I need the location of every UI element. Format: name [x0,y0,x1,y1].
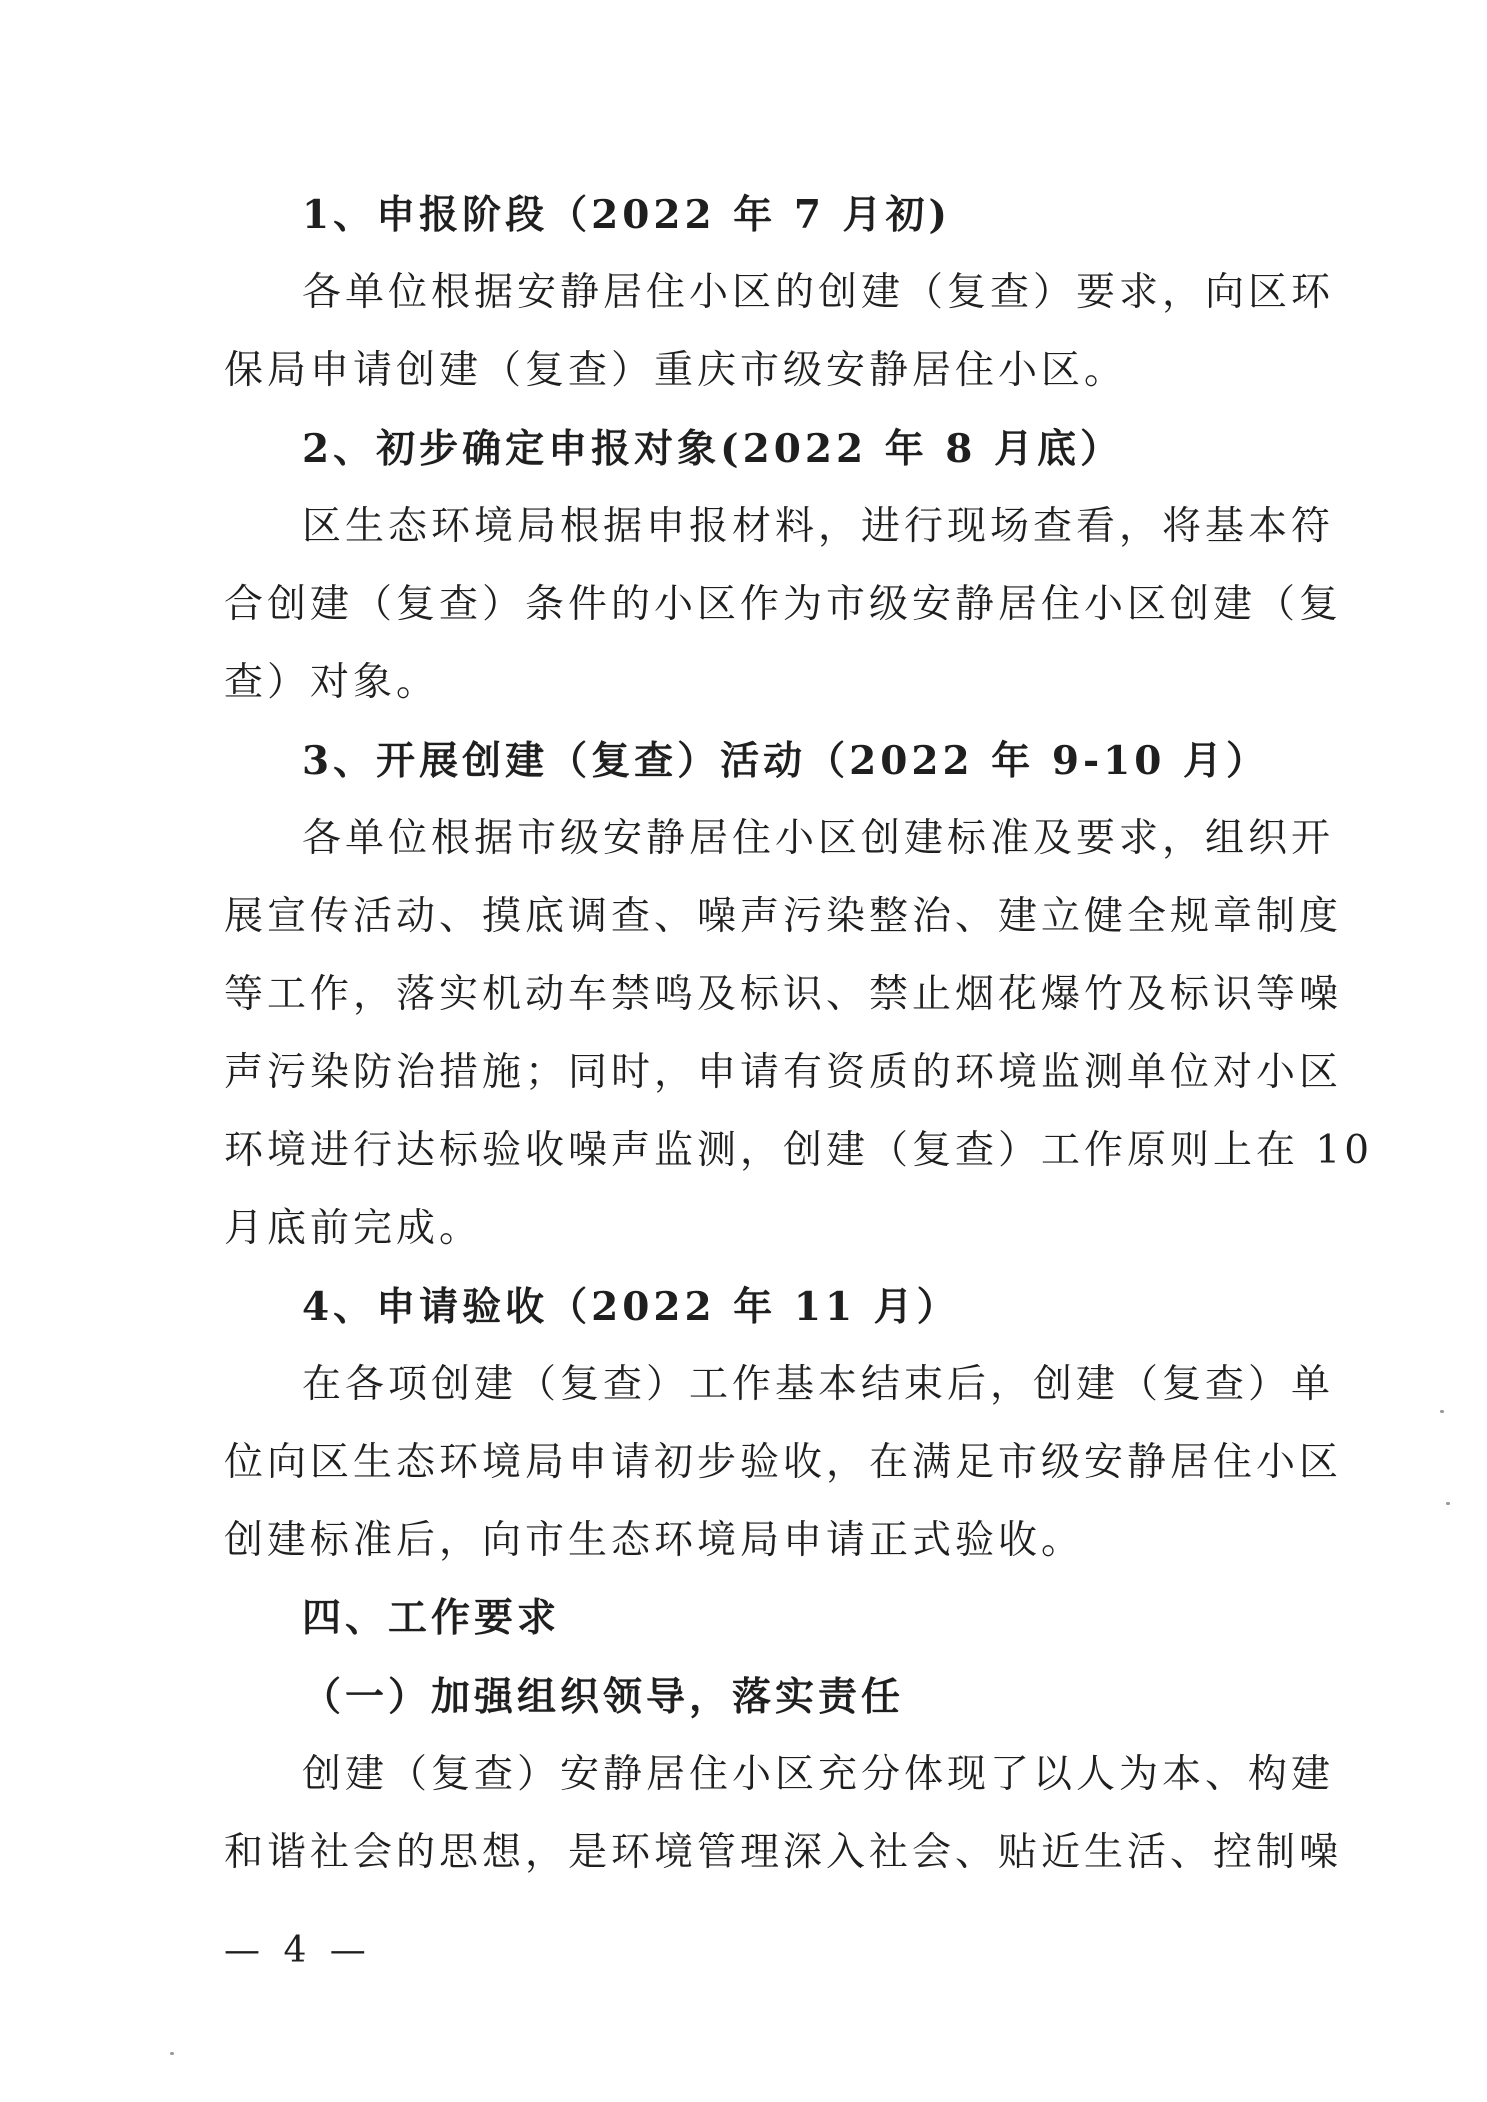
paragraph-line: 月底前完成。 [224,1206,483,1251]
paragraph-line: 环境进行达标验收噪声监测，创建（复查）工作原则上在 10 [224,1128,1374,1173]
section-heading-activities: 3、开展创建（复查）活动（2022 年 9-10 月） [302,738,1270,784]
section-heading-preliminary-targets: 2、初步确定申报对象(2022 年 8 月底） [302,426,1124,472]
paragraph-line: 等工作，落实机动车禁鸣及标识、禁止烟花爆竹及标识等噪 [224,972,1343,1017]
section-heading-acceptance: 4、申请验收（2022 年 11 月） [302,1284,960,1330]
paragraph-line: 保局申请创建（复查）重庆市级安静居住小区。 [224,348,1128,393]
paragraph-line: 创建（复查）安静居住小区充分体现了以人为本、构建 [302,1752,1335,1797]
page-number: — 4 — [224,1930,372,1971]
paragraph-line: 创建标准后，向市生态环境局申请正式验收。 [224,1518,1085,1563]
section-heading-declaration-stage: 1、申报阶段（2022 年 7 月初) [302,192,952,238]
paragraph-line: 展宣传活动、摸底调查、噪声污染整治、建立健全规章制度 [224,894,1343,939]
paragraph-line: 声污染防治措施；同时，申请有资质的环境监测单位对小区 [224,1050,1343,1095]
paragraph-line: 各单位根据市级安静居住小区创建标准及要求，组织开 [302,816,1335,861]
scan-speck [170,2052,174,2055]
chapter-heading-work-requirements: 四、工作要求 [302,1596,561,1641]
paragraph-line: 各单位根据安静居住小区的创建（复查）要求，向区环 [302,270,1335,315]
paragraph-line: 合创建（复查）条件的小区作为市级安静居住小区创建（复 [224,582,1343,627]
document-body [224,176,1374,1892]
scan-speck [1440,1410,1444,1413]
paragraph-line: 和谐社会的思想，是环境管理深入社会、贴近生活、控制噪 [224,1830,1343,1875]
paragraph-line: 查）对象。 [224,660,440,705]
paragraph-line: 在各项创建（复查）工作基本结束后，创建（复查）单 [302,1362,1335,1407]
paragraph-line: 位向区生态环境局申请初步验收，在满足市级安静居住小区 [224,1440,1343,1485]
subsection-heading-organization: （一）加强组织领导，落实责任 [302,1674,905,1720]
scan-speck [1446,1502,1450,1505]
paragraph-line: 区生态环境局根据申报材料，进行现场查看，将基本符 [302,504,1335,549]
